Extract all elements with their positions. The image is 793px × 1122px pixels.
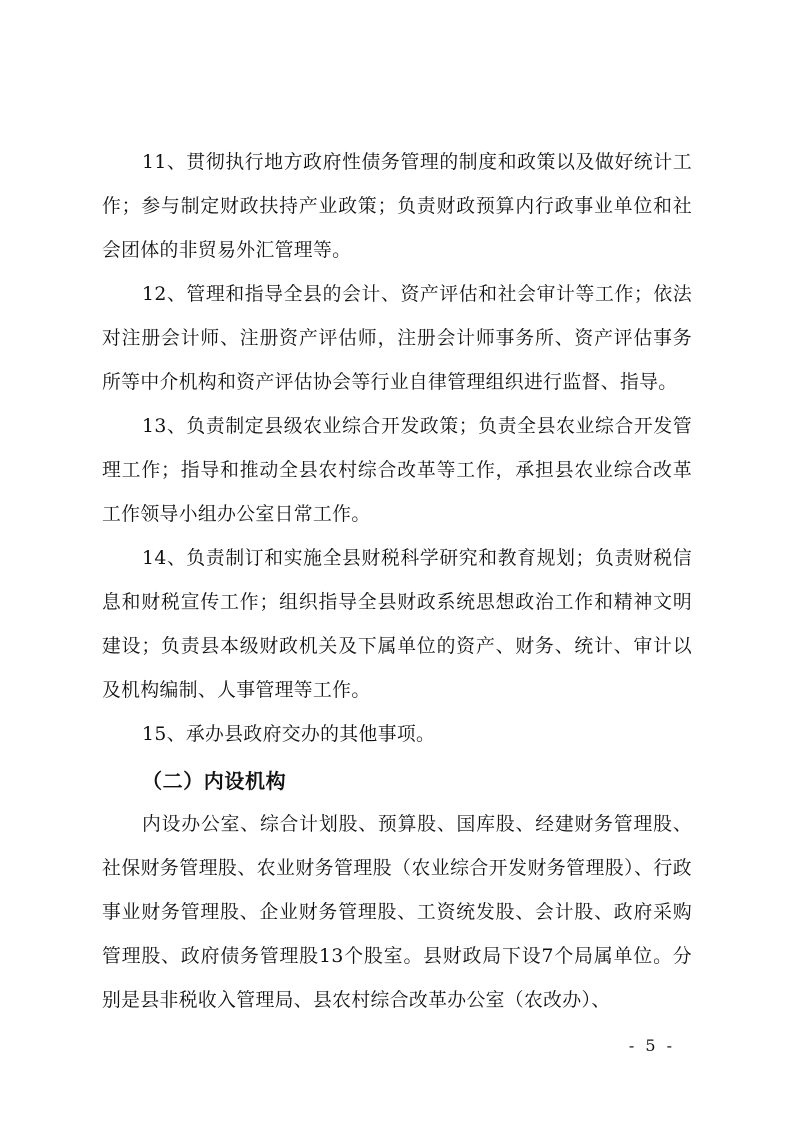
paragraph-item-13: 13、负责制定县级农业综合开发政策；负责全县农业综合开发管理工作；指导和推动全县农村综合改革等工作，承担县农业综合改革工作领导小组办公室日常工作。	[102, 416, 692, 525]
page-number: - 5 -	[628, 1036, 675, 1055]
section-heading: （二）内设机构	[142, 769, 287, 793]
paragraph-item-14: 14、负责制订和实施全县财税科学研究和教育规划；负责财税信息和财税宣传工作；组织指导全县财政系统思想政治工作和精神文明建设；负责县本级财政机关及下属单位的资产、财务、统计、审计以及机构编制、人事管理等工作。	[102, 548, 692, 701]
document-body	[102, 141, 692, 1023]
paragraph-item-12: 12、管理和指导全县的会计、资产评估和社会审计等工作；依法对注册会计师、注册资产评估师，注册会计师事务所、资产评估事务所等中介机构和资产评估协会等行业自律管理组织进行监督、指导。	[102, 284, 692, 393]
paragraph-item-11: 11、贯彻执行地方政府性债务管理的制度和政策以及做好统计工作；参与制定财政扶持产业政策；负责财政预算内行政事业单位和社会团体的非贸易外汇管理等。	[102, 152, 692, 261]
paragraph-item-15: 15、承办县政府交办的其他事项。	[142, 724, 436, 745]
section-body-paragraph: 内设办公室、综合计划股、预算股、国库股、经建财务管理股、社保财务管理股、农业财务管理股（农业综合开发财务管理股）、行政事业财务管理股、企业财务管理股、工资统发股、会计股、政府采购管理股、政府债务管理股13个股室。县财政局下设7个局属单位。分别是县非税收入管理局、县农村综合改革办公室（农改办）、	[102, 814, 692, 1011]
